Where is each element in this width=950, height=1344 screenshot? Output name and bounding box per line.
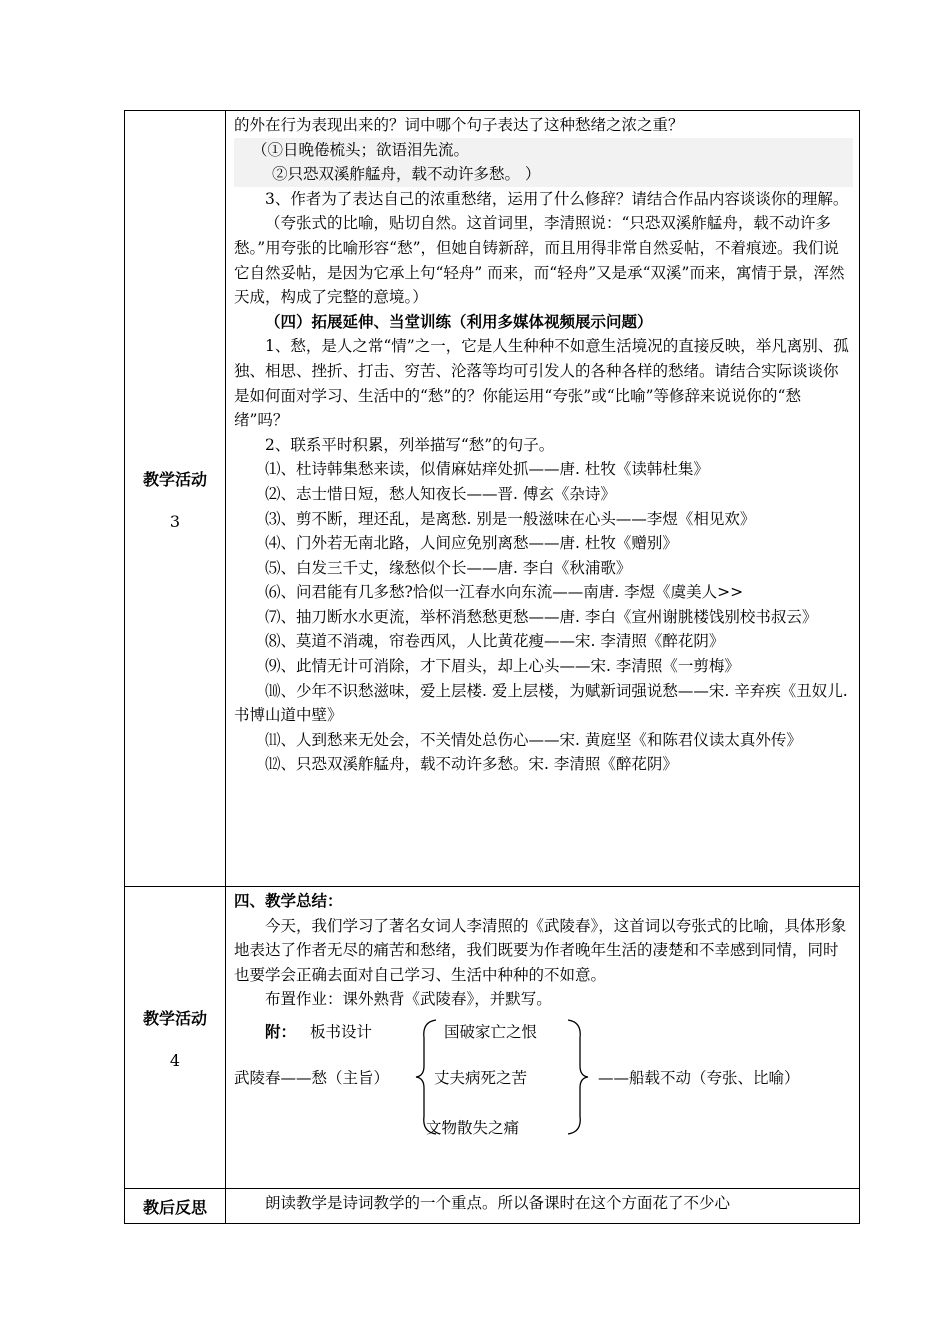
board-right-text: ——船载不动（夸张、比喻） (598, 1068, 800, 1087)
row-label-number: 4 (169, 1050, 181, 1070)
quote-item: ⑵、志士惜日短，愁人知夜长——晋. 傅玄《杂诗》 (265, 484, 616, 503)
quote-item: ⑴、杜诗韩集愁来读，似倩麻姑痒处抓——唐. 杜牧《读韩杜集》 (265, 460, 709, 479)
lesson-plan-table (124, 110, 860, 1224)
section-heading: 四、教学总结： (234, 892, 343, 910)
quote-item: ⑶、剪不断，理还乱，是离愁. 别是一般滋味在心头——李煜《相见欢》 (265, 509, 756, 528)
quote-item: ⑾、人到愁来无处会，不关情处总伤心——宋. 黄庭坚《和陈君仪读太真外传》 (265, 730, 802, 749)
row-label-text: 教后反思 (142, 1197, 207, 1217)
quote-item: ⑻、莫道不消魂，帘卷西风，人比黄花瘦——宋. 李清照《醉花阴》 (265, 632, 725, 651)
right-brace-icon (564, 1018, 590, 1136)
question-paragraph: 3、作者为了表达自己的浓重愁绪，运用了什么修辞？请结合作品内容谈谈你的理解。 (265, 189, 849, 208)
left-brace-icon (414, 1018, 440, 1136)
answer-line: ②只恐双溪舴艋舟，载不动许多愁。 ） (234, 162, 853, 187)
row-label-number: 3 (169, 511, 181, 531)
board-item-1: 国破家亡之恨 (444, 1022, 538, 1041)
section-heading: （四）拓展延伸、当堂训练（利用多媒体视频展示问题） (265, 312, 653, 331)
board-left-text: 武陵春——愁（主旨） (234, 1068, 390, 1087)
row-label-text: 教学活动 (142, 1008, 207, 1028)
board-item-2: 丈夫病死之苦 (434, 1068, 528, 1087)
quote-item: ⑷、门外若无南北路，人间应免别离愁——唐. 杜牧《赠别》 (265, 534, 678, 553)
paragraph: 的外在行为表现出来的？词中哪个句子表达了这种愁绪之浓之重？ (234, 116, 684, 134)
row-label-text: 教学活动 (142, 469, 207, 489)
row-label (125, 111, 226, 886)
quote-item: ⑺、抽刀断水水更流，举杯消愁愁更愁——唐. 李白《宣州谢朓楼饯别校书叔云》 (265, 607, 818, 626)
answer-paragraph: （夸张式的比喻，贴切自然。这首词里，李清照说：“只恐双溪舴艋舟，载不动许多愁。”用夸张的比喻形容“愁”，但她自铸新辞，而且用得非常自然妥帖，不着痕迹。我们说它自然妥帖，是因为它承上句“轻舟” 而来，而“轻舟”又是承“双溪”而来，寓情于景，浑然天成，构成了完整的意境。） (234, 214, 845, 307)
quote-item: ⑸、白发三千丈，缘愁似个长——唐. 李白《秋浦歌》 (265, 558, 632, 577)
table-row-activity-4 (125, 887, 859, 1189)
quote-item: ⑼、此情无计可消除，才下眉头，却上心头——宋. 李清照《一剪梅》 (265, 657, 740, 676)
answer-line: （①日晚倦梳头；欲语泪先流。 (234, 138, 853, 163)
reflection-text: 朗读教学是诗词教学的一个重点。所以备课时在这个方面花了不少心 (265, 1194, 731, 1212)
quote-item: ⑿、只恐双溪舴艋舟，载不动许多愁。宋. 李清照《醉花阴》 (265, 755, 678, 774)
table-row-activity-3 (125, 111, 859, 887)
row-label (125, 1189, 226, 1223)
row-label (125, 887, 226, 1188)
table-row-reflection (125, 1189, 859, 1223)
question-paragraph: 1、愁，是人之常“情”之一，它是人生种种不如意生活境况的直接反映，举凡离别、孤独、相思、挫折、打击、穷苦、沦落等均可引发人的各种各样的愁绪。请结合实际谈谈你是如何面对学习、生活中的“愁”的？你能运用“夸张”或“比喻”等修辞来说说你的“愁绪”吗？ (234, 337, 849, 430)
quote-item: ⑽、少年不识愁滋味，爱上层楼. 爱上层楼，为赋新词强说愁——宋. 辛弃疾《丑奴儿. 书博山道中壁》 (234, 681, 848, 725)
row-content (226, 1189, 859, 1223)
row-content (226, 111, 859, 886)
board-attach-label: 附： (265, 1022, 297, 1041)
blackboard-design (234, 1018, 853, 1168)
row-content (226, 887, 859, 1188)
homework-line: 布置作业：课外熟背《武陵春》，并默写。 (265, 990, 552, 1009)
board-title: 板书设计 (310, 1022, 373, 1041)
quote-item: ⑹、问君能有几多愁?恰似一江春水向东流——南唐. 李煜《虞美人>> (265, 583, 744, 602)
question-paragraph: 2、联系平时积累，列举描写“愁”的句子。 (265, 435, 555, 454)
summary-paragraph: 今天，我们学习了著名女词人李清照的《武陵春》，这首词以夸张式的比喻，具体形象地表达了作者无尽的痛苦和愁绪，我们既要为作者晚年生活的凄楚和不幸感到同情，同时也要学会正确去面对自己学习、生活中种种的不如意。 (234, 916, 847, 984)
board-item-3: 文物散失之痛 (426, 1118, 520, 1137)
